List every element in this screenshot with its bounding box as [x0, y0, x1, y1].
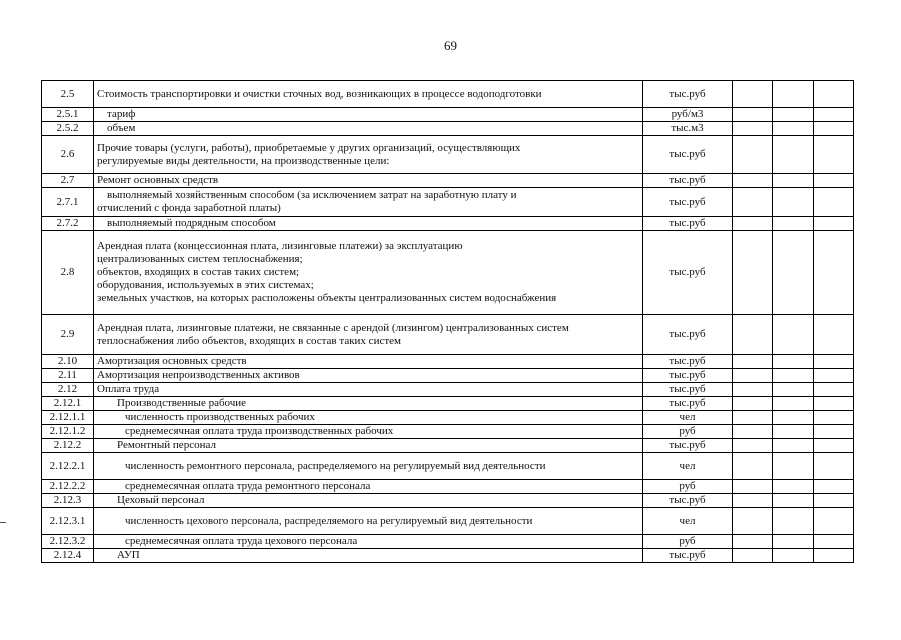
- empty-value-cell: [773, 315, 814, 355]
- row-name: [94, 369, 643, 383]
- row-name-line: объем: [107, 122, 136, 134]
- row-name-line: оборудования, используемых в этих системах;: [97, 279, 314, 291]
- empty-value-cell: [773, 122, 814, 136]
- row-code: 2.12.3.1: [42, 508, 94, 535]
- row-code: 2.7.1: [42, 188, 94, 217]
- row-unit: тыс.руб: [643, 231, 733, 315]
- row-code: 2.9: [42, 315, 94, 355]
- row-name: [94, 383, 643, 397]
- row-unit: тыс.руб: [643, 81, 733, 108]
- row-code: 2.7.2: [42, 217, 94, 231]
- empty-value-cell: [733, 425, 773, 439]
- cost-items-table: [41, 80, 854, 563]
- empty-value-cell: [773, 188, 814, 217]
- empty-value-cell: [814, 231, 854, 315]
- row-name-line: среднемесячная оплата труда ремонтного персонала: [125, 480, 371, 492]
- row-name-line: Арендная плата (концессионная плата, лизинговые платежи) за эксплуатацию: [97, 240, 463, 252]
- row-code: 2.12.4: [42, 549, 94, 563]
- row-name-line: Прочие товары (услуги, работы), приобретаемые у других организаций, осуществляющих: [97, 141, 521, 154]
- row-unit: тыс.руб: [643, 174, 733, 188]
- row-name-line: централизованных систем теплоснабжения;: [97, 253, 303, 265]
- row-name-line: регулируемые виды деятельности, на производственные цели:: [97, 154, 390, 167]
- empty-value-cell: [773, 439, 814, 453]
- row-unit: тыс.руб: [643, 549, 733, 563]
- empty-value-cell: [773, 231, 814, 315]
- row-unit: чел: [643, 508, 733, 535]
- row-name-line: Ремонтный персонал: [117, 439, 216, 451]
- empty-value-cell: [814, 315, 854, 355]
- row-name-line: среднемесячная оплата труда цехового персонала: [125, 535, 358, 547]
- table-body: [42, 81, 854, 563]
- empty-value-cell: [733, 188, 773, 217]
- row-unit: тыс.руб: [643, 397, 733, 411]
- row-name-line: Оплата труда: [97, 383, 160, 395]
- row-unit: чел: [643, 453, 733, 480]
- table-row: [42, 411, 854, 425]
- row-code: 2.12.2.1: [42, 453, 94, 480]
- empty-value-cell: [814, 383, 854, 397]
- table-row: [42, 315, 854, 355]
- row-name: [94, 549, 643, 563]
- row-code: 2.8: [42, 231, 94, 315]
- empty-value-cell: [733, 397, 773, 411]
- row-unit: руб: [643, 425, 733, 439]
- empty-value-cell: [773, 453, 814, 480]
- empty-value-cell: [773, 397, 814, 411]
- table-row: [42, 369, 854, 383]
- empty-value-cell: [733, 508, 773, 535]
- row-name: [94, 411, 643, 425]
- table-row: [42, 122, 854, 136]
- empty-value-cell: [814, 494, 854, 508]
- row-code: 2.7: [42, 174, 94, 188]
- row-name: [94, 397, 643, 411]
- page-number: 69: [444, 38, 457, 53]
- empty-value-cell: [733, 480, 773, 494]
- row-code: 2.12.2: [42, 439, 94, 453]
- row-unit: тыс.руб: [643, 369, 733, 383]
- table-row: [42, 217, 854, 231]
- row-code: 2.12.1.2: [42, 425, 94, 439]
- row-unit: тыс.руб: [643, 217, 733, 231]
- row-unit: тыс.руб: [643, 494, 733, 508]
- row-name-line: объектов, входящих в состав таких систем;: [97, 266, 300, 278]
- table-row: [42, 439, 854, 453]
- table-row: [42, 535, 854, 549]
- row-name-line: Цеховый персонал: [117, 494, 205, 506]
- row-name-line: Амортизация основных средств: [97, 355, 247, 367]
- empty-value-cell: [814, 508, 854, 535]
- row-name-line: Арендная плата, лизинговые платежи, не связанные с арендой (лизингом) централизованных систем: [97, 321, 569, 334]
- row-unit: тыс.руб: [643, 136, 733, 174]
- table-row: [42, 355, 854, 369]
- table-row: [42, 383, 854, 397]
- empty-value-cell: [733, 315, 773, 355]
- row-name-line: Производственные рабочие: [117, 397, 247, 409]
- row-unit: чел: [643, 411, 733, 425]
- row-code: 2.12.1: [42, 397, 94, 411]
- row-name: [94, 453, 643, 480]
- empty-value-cell: [814, 425, 854, 439]
- table-row: [42, 508, 854, 535]
- row-name: [94, 231, 643, 315]
- row-code: 2.12: [42, 383, 94, 397]
- row-name: [94, 315, 643, 355]
- empty-value-cell: [733, 355, 773, 369]
- table-row: [42, 231, 854, 315]
- empty-value-cell: [733, 217, 773, 231]
- empty-value-cell: [733, 411, 773, 425]
- table-row: [42, 397, 854, 411]
- table-row: [42, 480, 854, 494]
- empty-value-cell: [814, 355, 854, 369]
- row-code: 2.10: [42, 355, 94, 369]
- empty-value-cell: [814, 188, 854, 217]
- row-code: 2.5.2: [42, 122, 94, 136]
- empty-value-cell: [773, 411, 814, 425]
- empty-value-cell: [814, 453, 854, 480]
- empty-value-cell: [733, 494, 773, 508]
- row-name-line: АУП: [117, 549, 140, 561]
- empty-value-cell: [814, 108, 854, 122]
- row-unit: тыс.руб: [643, 439, 733, 453]
- row-unit: тыс.руб: [643, 383, 733, 397]
- row-name: [94, 122, 643, 136]
- empty-value-cell: [733, 535, 773, 549]
- empty-value-cell: [733, 81, 773, 108]
- empty-value-cell: [733, 383, 773, 397]
- row-name-line: среднемесячная оплата труда производственных рабочих: [125, 425, 394, 437]
- empty-value-cell: [733, 136, 773, 174]
- empty-value-cell: [773, 508, 814, 535]
- empty-value-cell: [773, 217, 814, 231]
- row-name-line: выполняемый хозяйственным способом (за исключением затрат на заработную плату и: [107, 189, 517, 201]
- row-unit: руб/м3: [643, 108, 733, 122]
- row-unit: руб: [643, 535, 733, 549]
- row-code: 2.12.3: [42, 494, 94, 508]
- empty-value-cell: [814, 174, 854, 188]
- empty-value-cell: [733, 453, 773, 480]
- row-name: [94, 535, 643, 549]
- row-name: [94, 81, 643, 108]
- row-unit: тыс.руб: [643, 355, 733, 369]
- empty-value-cell: [773, 494, 814, 508]
- table-row: [42, 549, 854, 563]
- empty-value-cell: [814, 439, 854, 453]
- row-unit: руб: [643, 480, 733, 494]
- empty-value-cell: [733, 439, 773, 453]
- row-code: 2.5: [42, 81, 94, 108]
- empty-value-cell: [773, 136, 814, 174]
- row-unit: тыс.руб: [643, 188, 733, 217]
- empty-value-cell: [733, 108, 773, 122]
- table-row: [42, 108, 854, 122]
- row-code: 2.6: [42, 136, 94, 174]
- empty-value-cell: [814, 397, 854, 411]
- empty-value-cell: [773, 355, 814, 369]
- table-row: [42, 136, 854, 174]
- table-row: [42, 453, 854, 480]
- empty-value-cell: [773, 535, 814, 549]
- row-unit: тыс.м3: [643, 122, 733, 136]
- empty-value-cell: [814, 369, 854, 383]
- empty-value-cell: [814, 411, 854, 425]
- row-name-line: Стоимость транспортировки и очистки сточных вод, возникающих в процессе водоподготовки: [97, 87, 542, 100]
- row-unit: тыс.руб: [643, 315, 733, 355]
- row-name: [94, 108, 643, 122]
- scan-edge-mark: [0, 522, 6, 523]
- row-name-line: численность производственных рабочих: [125, 411, 315, 423]
- row-code: 2.12.2.2: [42, 480, 94, 494]
- table-row: [42, 425, 854, 439]
- row-name-line: численность ремонтного персонала, распределяемого на регулируемый вид деятельности: [125, 459, 546, 472]
- row-name: [94, 439, 643, 453]
- empty-value-cell: [773, 383, 814, 397]
- row-code: 2.11: [42, 369, 94, 383]
- row-name-line: теплоснабжения либо объектов, входящих в состав таких систем: [97, 334, 401, 347]
- empty-value-cell: [814, 549, 854, 563]
- empty-value-cell: [814, 480, 854, 494]
- empty-value-cell: [814, 535, 854, 549]
- row-name-line: отчислений с фонда заработной платы): [97, 202, 281, 214]
- empty-value-cell: [773, 174, 814, 188]
- empty-value-cell: [773, 480, 814, 494]
- row-name: [94, 480, 643, 494]
- empty-value-cell: [733, 549, 773, 563]
- empty-value-cell: [773, 108, 814, 122]
- empty-value-cell: [773, 425, 814, 439]
- row-name: [94, 174, 643, 188]
- row-name-line: выполняемый подрядным способом: [107, 217, 276, 229]
- row-name: [94, 188, 643, 217]
- table-row: [42, 81, 854, 108]
- row-name: [94, 136, 643, 174]
- row-name: [94, 508, 643, 535]
- row-name: [94, 355, 643, 369]
- empty-value-cell: [733, 174, 773, 188]
- table-row: [42, 494, 854, 508]
- row-code: 2.12.3.2: [42, 535, 94, 549]
- row-name-line: тариф: [107, 108, 136, 120]
- row-name-line: земельных участков, на которых расположены объекты централизованных систем водоснабжения: [97, 292, 557, 304]
- empty-value-cell: [814, 136, 854, 174]
- empty-value-cell: [814, 122, 854, 136]
- table-row: [42, 174, 854, 188]
- empty-value-cell: [773, 549, 814, 563]
- empty-value-cell: [733, 369, 773, 383]
- empty-value-cell: [733, 122, 773, 136]
- row-code: 2.12.1.1: [42, 411, 94, 425]
- row-name-line: Ремонт основных средств: [97, 174, 219, 186]
- table-row: [42, 188, 854, 217]
- empty-value-cell: [733, 231, 773, 315]
- row-name: [94, 425, 643, 439]
- row-code: 2.5.1: [42, 108, 94, 122]
- row-name-line: численность цехового персонала, распределяемого на регулируемый вид деятельности: [125, 514, 533, 527]
- empty-value-cell: [814, 81, 854, 108]
- empty-value-cell: [814, 217, 854, 231]
- empty-value-cell: [773, 81, 814, 108]
- empty-value-cell: [773, 369, 814, 383]
- row-name: [94, 494, 643, 508]
- row-name-line: Амортизация непроизводственных активов: [97, 369, 300, 381]
- row-name: [94, 217, 643, 231]
